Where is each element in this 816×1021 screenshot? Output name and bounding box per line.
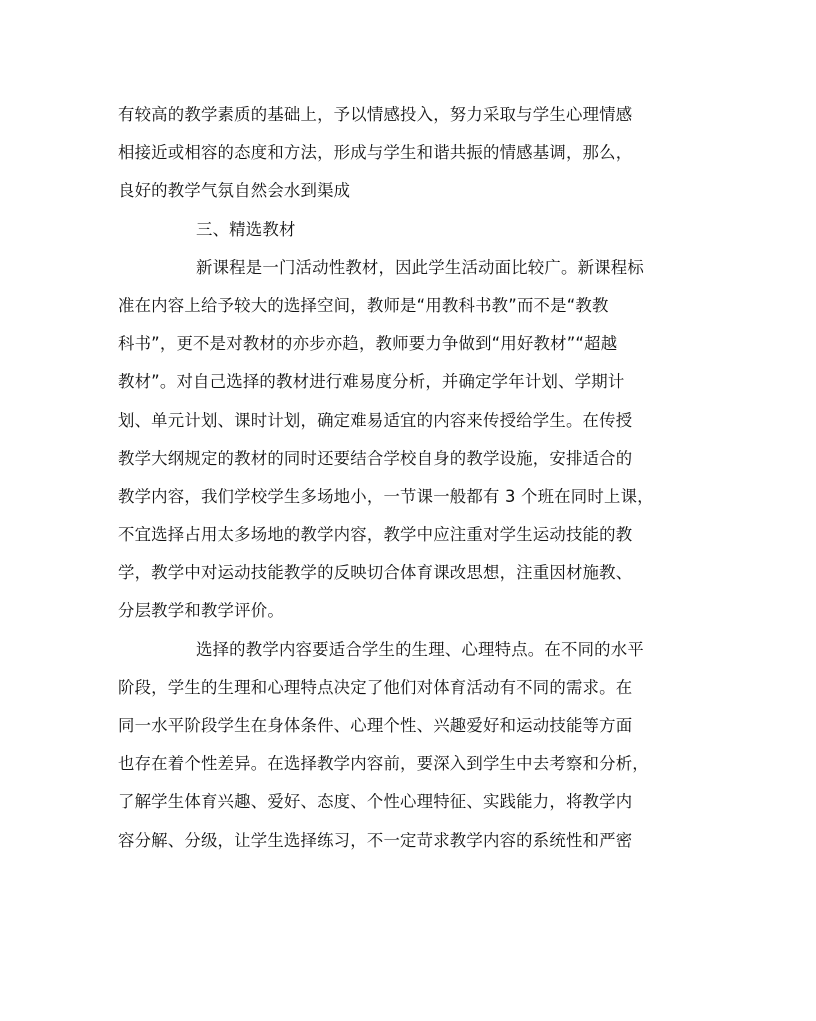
paragraph-first-line: 选择的教学内容要适合学生的生理、心理特点。在不同的水平 bbox=[196, 639, 644, 659]
text-line: 分层教学和教学评价。 bbox=[118, 601, 284, 621]
text-line: 教学内容，我们学校学生多场地小，一节课一般都有 3 个班在同时上课， bbox=[118, 486, 654, 506]
document-body bbox=[118, 96, 703, 860]
text-line: 容分解、分级，让学生选择练习，不一定苛求教学内容的系统性和严密 bbox=[118, 830, 633, 850]
text-line: 了解学生体育兴趣、爱好、态度、个性心理特征、实践能力，将教学内 bbox=[118, 792, 633, 812]
text-line: 不宜选择占用太多场地的教学内容，教学中应注重对学生运动技能的教 bbox=[118, 525, 633, 545]
paragraph-first-line: 新课程是一门活动性教材，因此学生活动面比较广。新课程标 bbox=[196, 257, 644, 277]
text-line: 划、单元计划、课时计划，确定难易适宜的内容来传授给学生。在传授 bbox=[118, 410, 633, 430]
text-line: 相接近或相容的态度和方法，形成与学生和谐共振的情感基调，那么， bbox=[118, 143, 633, 163]
text-line: 教学大纲规定的教材的同时还要结合学校自身的教学设施，安排适合的 bbox=[118, 448, 633, 468]
text-line: 阶段，学生的生理和心理特点决定了他们对体育活动有不同的需求。在 bbox=[118, 677, 633, 697]
text-line: 同一水平阶段学生在身体条件、心理个性、兴趣爱好和运动技能等方面 bbox=[118, 716, 633, 735]
section-heading: 三、精选教材 bbox=[196, 219, 296, 239]
text-line: 学，教学中对运动技能教学的反映切合体育课改思想，注重因材施教、 bbox=[118, 563, 633, 583]
text-line: 准在内容上给予较大的选择空间，教师是“用教科书教”而不是“教教 bbox=[118, 295, 609, 315]
text-line: 科书”，更不是对教材的亦步亦趋，教师要力争做到“用好教材”“超越 bbox=[118, 334, 618, 354]
text-line: 教材”。对自己选择的教材进行难易度分析，并确定学年计划、学期计 bbox=[118, 372, 625, 392]
text-line: 有较高的教学素质的基础上，予以情感投入，努力采取与学生心理情感 bbox=[118, 105, 633, 124]
text-line: 良好的教学气氛自然会水到渠成 bbox=[118, 181, 351, 201]
text-line: 也存在着个性差异。在选择教学内容前，要深入到学生中去考察和分析， bbox=[118, 754, 649, 774]
